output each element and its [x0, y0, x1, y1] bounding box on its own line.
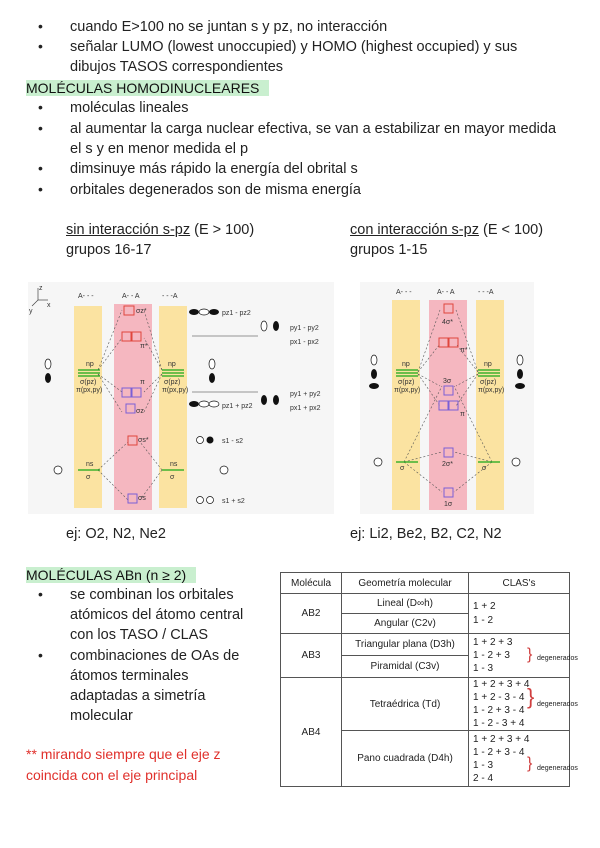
mo-label: σz*: [136, 308, 147, 315]
clas-line: 1 - 3: [473, 663, 494, 674]
side-label: σ(pz): [480, 379, 497, 386]
bullet-text: dibujos TASOS correspondientes: [70, 59, 284, 75]
side-label: σ: [86, 474, 91, 481]
orbital-label: pz1 + pz2: [222, 403, 253, 410]
col-label: A- - A: [437, 289, 455, 296]
clas-table-container: [280, 572, 578, 787]
section-title-text: MOLÉCULAS ABn (n ≥ 2): [26, 567, 196, 583]
section-title-homodinucleares: [26, 79, 269, 97]
mo-label: σz: [136, 408, 144, 415]
clas-cell: [469, 594, 570, 634]
table-header: Molécula: [281, 573, 342, 594]
col-label: A- - A: [122, 293, 140, 300]
bullet-dot: •: [38, 160, 43, 176]
orbital-label: py1 - py2: [290, 325, 319, 332]
atom-a-band: [392, 300, 420, 510]
bullet-text: moléculas lineales: [70, 100, 189, 116]
orbital-label: px1 - px2: [290, 339, 319, 346]
side-label: σ(pz): [164, 379, 181, 386]
bullet-text: atómicos del átomo central: [70, 607, 244, 623]
clas-table: [280, 572, 578, 787]
mo-label: π*: [460, 347, 468, 354]
mo-label: σs*: [138, 437, 149, 444]
clas-line: 2 - 4: [473, 772, 494, 784]
mo-diagram-no-interaction: [28, 282, 334, 514]
geometry-cell: Angular (C2v): [342, 614, 469, 634]
mo-label: π: [140, 379, 145, 386]
mo-label: π*: [140, 343, 148, 350]
bullet-text: al aumentar la carga nuclear efectiva, se van a estabilizar en mayor medida: [70, 121, 557, 137]
clas-line: 1 - 2 - 3 + 4: [473, 718, 525, 729]
side-label: π(px,py): [162, 387, 189, 394]
bullet-dot: •: [38, 586, 43, 602]
right-caption-groups: grupos 1-15: [350, 242, 428, 258]
molecule-cell: AB2: [281, 594, 342, 634]
col-label: - - -A: [478, 289, 494, 296]
bullet-text: dimsinuye más rápido la energía del obrital s: [70, 161, 358, 177]
section-title-abn: [26, 566, 196, 584]
degenerate-label: degenerados: [537, 655, 578, 662]
atom-b-band: [476, 300, 504, 510]
left-caption-title: [66, 220, 254, 240]
bullet-text: cuando E>100 no se juntan s y pz, no interacción: [70, 19, 388, 35]
mo-label: 1σ: [444, 501, 453, 508]
side-label: σ(pz): [80, 379, 97, 386]
axis-x: x: [47, 302, 51, 309]
clas-line: 1 + 2 + 3 + 4: [473, 679, 530, 690]
left-caption-title-text: sin interacción s-pz: [66, 222, 191, 238]
orbital-label: s1 - s2: [222, 438, 244, 445]
orbital-label: py1 + py2: [290, 391, 321, 398]
side-label: π(px,py): [478, 387, 505, 394]
axis-y: y: [29, 308, 33, 315]
side-label: np: [402, 361, 410, 368]
bullet-dot: •: [38, 99, 43, 115]
geometry-cell: Lineal (D∞h): [342, 594, 469, 614]
side-label: np: [484, 361, 492, 368]
right-caption-cond: (E < 100): [482, 222, 544, 238]
bullet-text: se combinan los orbitales: [70, 587, 234, 603]
side-label: ns: [170, 461, 178, 468]
axis-z: z: [39, 285, 43, 292]
degenerate-label: degenerados: [537, 765, 578, 772]
table-header: CLAS's: [469, 573, 570, 594]
molecule-cell: AB4: [281, 678, 342, 787]
bullet-text: molecular: [70, 708, 133, 724]
left-caption-groups: grupos 16-17: [66, 242, 152, 258]
mo-diagram-with-interaction: [360, 282, 534, 514]
brace-icon: }: [527, 755, 533, 772]
brace-icon: }: [527, 646, 533, 663]
side-label: np: [168, 361, 176, 368]
degenerate-label: degenerados: [537, 701, 578, 708]
clas-line: 1 - 2 + 3 - 4: [473, 705, 525, 716]
left-caption-cond: (E > 100): [194, 222, 255, 238]
col-label: A- - -: [396, 289, 412, 296]
bullet-dot: •: [38, 38, 43, 54]
bullet-text: átomos terminales: [70, 668, 189, 684]
clas-line: 1 + 2 + 3 + 4: [473, 733, 530, 745]
orbital-label: px1 + px2: [290, 405, 321, 412]
clas-line: 1 + 2 - 3 - 4: [473, 692, 525, 703]
mo-label: 3σ: [443, 378, 452, 385]
bullet-text: combinaciones de OAs de: [70, 648, 240, 664]
clas-line: 1 - 2 + 3: [473, 650, 510, 661]
clas-cell: [469, 731, 578, 787]
bullet-dot: •: [38, 120, 43, 136]
geometry-cell: Piramidal (C3v): [342, 656, 469, 678]
mo-label: σs: [138, 495, 146, 502]
bullet-text: señalar LUMO (lowest unoccupied) y HOMO (highest occupied) y sus: [70, 39, 518, 55]
bullet-dot: •: [38, 181, 43, 197]
mo-label: 4σ*: [442, 319, 453, 326]
clas-cell: [469, 634, 578, 678]
molecule-cell: AB3: [281, 634, 342, 678]
bullet-text: adaptadas a simetría: [70, 688, 206, 704]
side-label: σ(pz): [398, 379, 415, 386]
side-label: np: [86, 361, 94, 368]
side-label: σ: [400, 465, 405, 472]
orbital-label: pz1 - pz2: [222, 310, 251, 317]
geometry-cell: Tetraédrica (Td): [342, 678, 469, 731]
geometry-cell: Triangular plana (D3h): [342, 634, 469, 656]
side-label: σ: [170, 474, 175, 481]
clas-cell: [469, 678, 578, 731]
mo-label: 2σ*: [442, 461, 453, 468]
clas-line: 1 + 2: [473, 600, 496, 612]
note-line: ** mirando siempre que el eje z: [26, 746, 221, 762]
clas-line: 1 + 2 + 3: [473, 637, 513, 648]
left-example: ej: O2, N2, Ne2: [66, 526, 166, 542]
right-example: ej: Li2, Be2, B2, C2, N2: [350, 526, 502, 542]
side-label: ns: [86, 461, 94, 468]
clas-line: 1 - 2 + 3 - 4: [473, 746, 525, 758]
geometry-cell: Pano cuadrada (D4h): [342, 731, 469, 787]
section-title-text: MOLÉCULAS HOMODINUCLEARES: [26, 80, 269, 96]
bullet-dot: •: [38, 647, 43, 663]
bullet-dot: •: [38, 18, 43, 34]
mo-label: π: [460, 411, 465, 418]
side-label: π(px,py): [394, 387, 421, 394]
right-caption-title: [350, 220, 543, 240]
clas-line: 1 - 3: [473, 759, 494, 771]
side-label: σ: [482, 465, 487, 472]
right-caption-title-text: con interacción s-pz: [350, 222, 479, 238]
note-line: coincida con el eje principal: [26, 767, 198, 783]
bullet-text: el s y en menor medida el p: [70, 141, 249, 157]
table-header: Geometría molecular: [342, 573, 469, 594]
clas-line: 1 - 2: [473, 614, 494, 626]
brace-icon: }: [527, 684, 535, 709]
side-label: π(px,py): [76, 387, 103, 394]
orbital-label: s1 + s2: [222, 498, 245, 505]
bullet-text: con los TASO / CLAS: [70, 627, 209, 643]
col-label: - - -A: [162, 293, 178, 300]
col-label: A- - -: [78, 293, 94, 300]
bullet-text: orbitales degenerados son de misma energía: [70, 182, 361, 198]
